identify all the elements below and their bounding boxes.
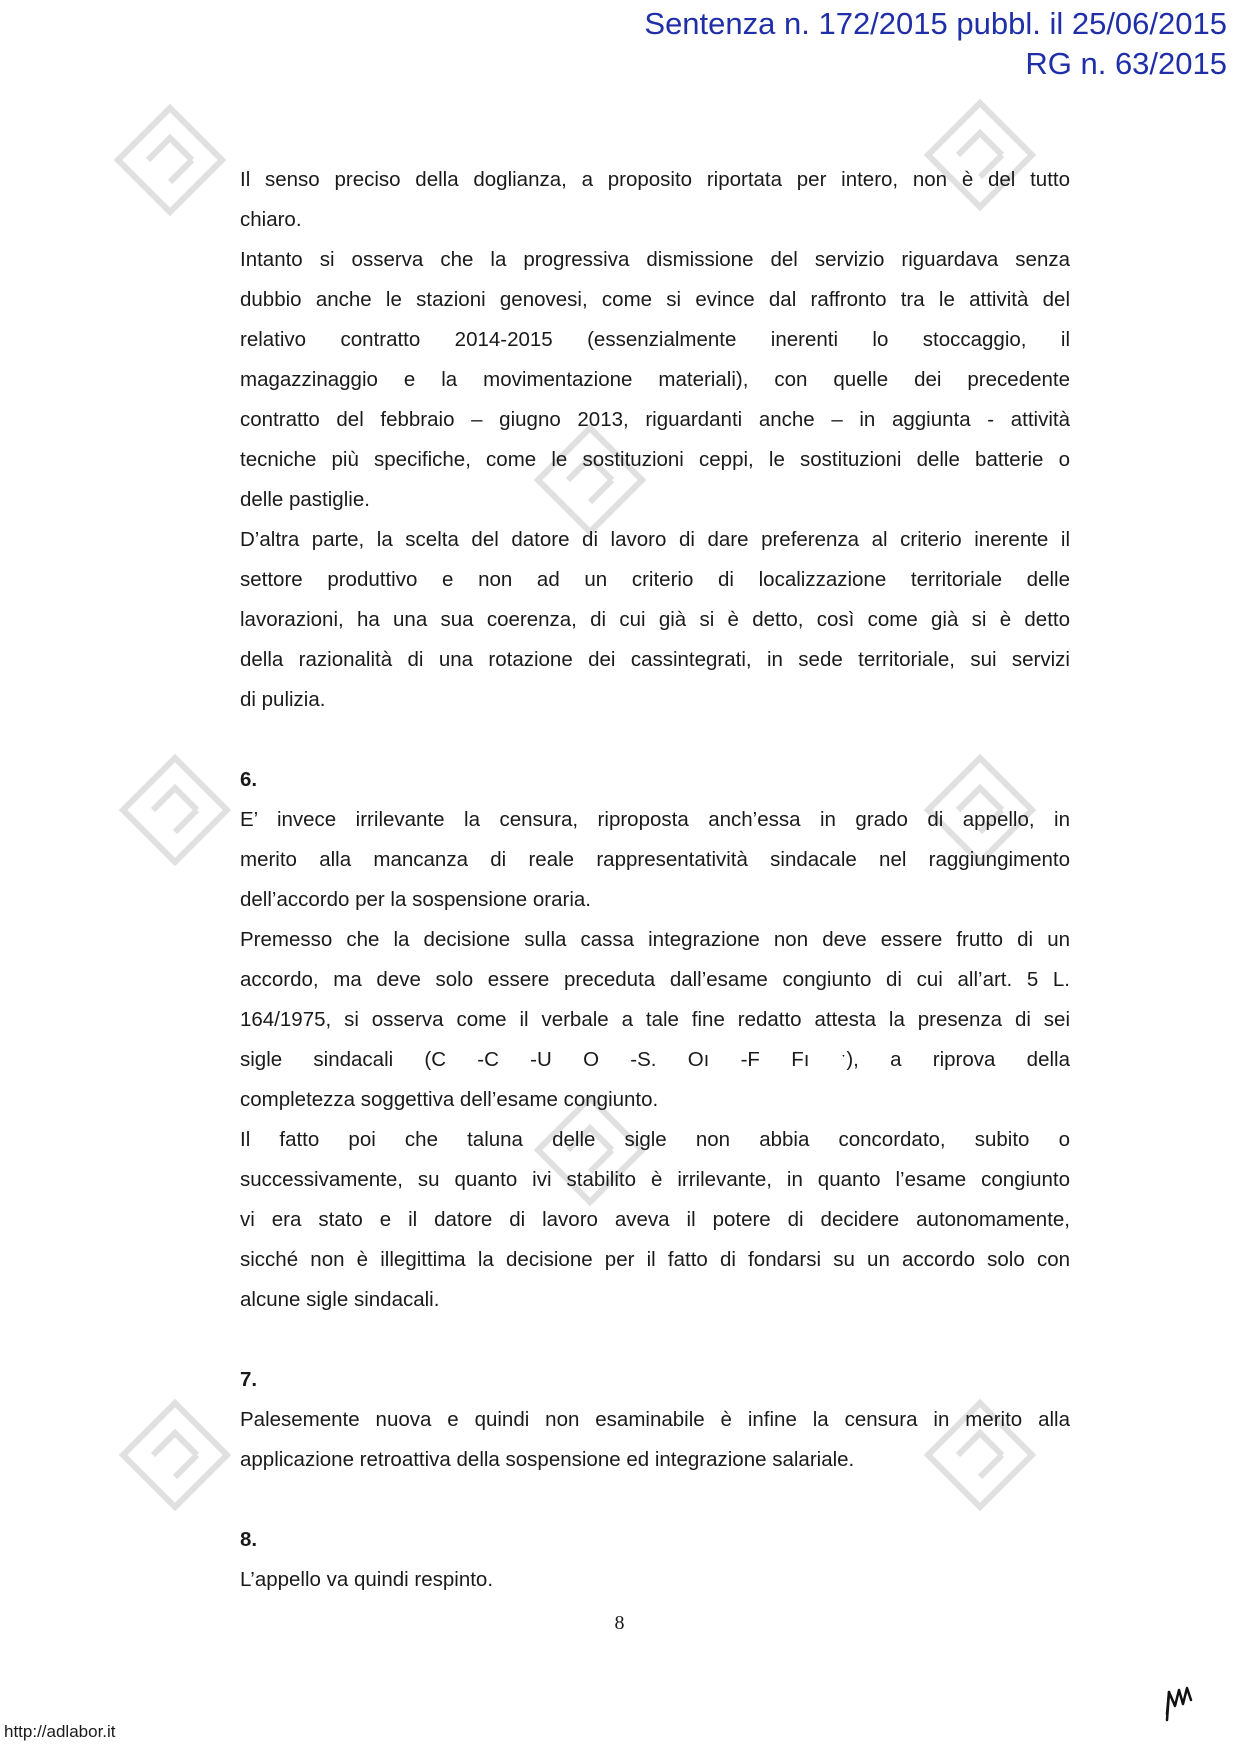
text-line: accordo, ma deve solo essere preceduta dall’esame congiunto di cui all’art. 5 L. [240, 968, 1070, 991]
paragraph [240, 1560, 1070, 1600]
text-line: dell’accordo per la sospensione oraria. [240, 888, 591, 911]
rg-reference: RG n. 63/2015 [1025, 46, 1227, 81]
watermark-logo-icon [115, 1395, 235, 1515]
paragraph [240, 160, 1070, 240]
paragraph [240, 800, 1070, 920]
text-line: E’ invece irrilevante la censura, riproposta anch’essa in grado di appello, in [240, 808, 1070, 831]
handwritten-initials-icon [1161, 1680, 1201, 1725]
text-line: magazzinaggio e la movimentazione materiali), con quelle dei precedente [240, 368, 1070, 391]
paragraph [240, 920, 1070, 1120]
text-line: tecniche più specifiche, come le sostituzioni ceppi, le sostituzioni delle batterie o [240, 448, 1070, 471]
text-line: relativo contratto 2014-2015 (essenzialmente inerenti lo stoccaggio, il [240, 328, 1070, 351]
watermark-logo-icon [110, 100, 230, 220]
text-line: delle pastiglie. [240, 488, 370, 511]
sentence-reference: Sentenza n. 172/2015 pubbl. il 25/06/2015 [644, 6, 1227, 41]
text-line: Intanto si osserva che la progressiva dismissione del servizio riguardava senza [240, 248, 1070, 271]
document-header [644, 4, 1227, 84]
text-line: L’appello va quindi respinto. [240, 1568, 494, 1591]
text-line: di pulizia. [240, 688, 326, 711]
text-line: settore produttivo e non ad un criterio di localizzazione territoriale delle [240, 568, 1070, 591]
paragraph [240, 520, 1070, 720]
text-line: D’altra parte, la scelta del datore di lavoro di dare preferenza al criterio inerente il [240, 528, 1070, 551]
paragraph [240, 1400, 1070, 1480]
text-line: Il fatto poi che taluna delle sigle non abbia concordato, subito o [240, 1128, 1070, 1151]
text-line: vi era stato e il datore di lavoro aveva il potere di decidere autonomamente, [240, 1208, 1070, 1231]
text-line: Il senso preciso della doglianza, a proposito riportata per intero, non è del tutto [240, 168, 1070, 191]
text-line: chiaro. [240, 208, 302, 231]
text-line: merito alla mancanza di reale rappresentatività sindacale nel raggiungimento [240, 848, 1070, 871]
paragraph [240, 240, 1070, 520]
document-body [240, 160, 1070, 1600]
watermark-logo-icon [115, 750, 235, 870]
text-line: alcune sigle sindacali. [240, 1288, 440, 1311]
text-line: della razionalità di una rotazione dei cassintegrati, in sede territoriale, sui servizi [240, 648, 1070, 671]
page-number: 8 [614, 1612, 625, 1634]
text-line: successivamente, su quanto ivi stabilito è irrilevante, in quanto l’esame congiunto [240, 1168, 1070, 1191]
text-line: completezza soggettiva dell’esame congiunto. [240, 1088, 659, 1111]
section-heading-6: 6. [240, 768, 258, 791]
section-heading-8: 8. [240, 1528, 258, 1551]
text-line: contratto del febbraio – giugno 2013, riguardanti anche – in aggiunta - attività [240, 408, 1070, 431]
text-line: 164/1975, si osserva come il verbale a tale fine redatto attesta la presenza di sei [240, 1008, 1070, 1031]
text-line: dubbio anche le stazioni genovesi, come si evince dal raffronto tra le attività del [240, 288, 1070, 311]
paragraph [240, 1120, 1070, 1320]
section-heading-7: 7. [240, 1368, 258, 1391]
text-line: applicazione retroattiva della sospensione ed integrazione salariale. [240, 1448, 855, 1471]
text-line: lavorazioni, ha una sua coerenza, di cui già si è detto, così come già si è detto [240, 608, 1070, 631]
text-line: sigle sindacali (C -C -U O -S. Oı -F Fı ˑ), a riprova della [240, 1048, 1070, 1071]
footer-url-link[interactable]: http://adlabor.it [4, 1722, 116, 1741]
text-line: sicché non è illegittima la decisione per il fatto di fondarsi su un accordo solo con [240, 1248, 1070, 1271]
text-line: Palesemente nuova e quindi non esaminabile è infine la censura in merito alla [240, 1408, 1070, 1431]
text-line: Premesso che la decisione sulla cassa integrazione non deve essere frutto di un [240, 928, 1070, 951]
